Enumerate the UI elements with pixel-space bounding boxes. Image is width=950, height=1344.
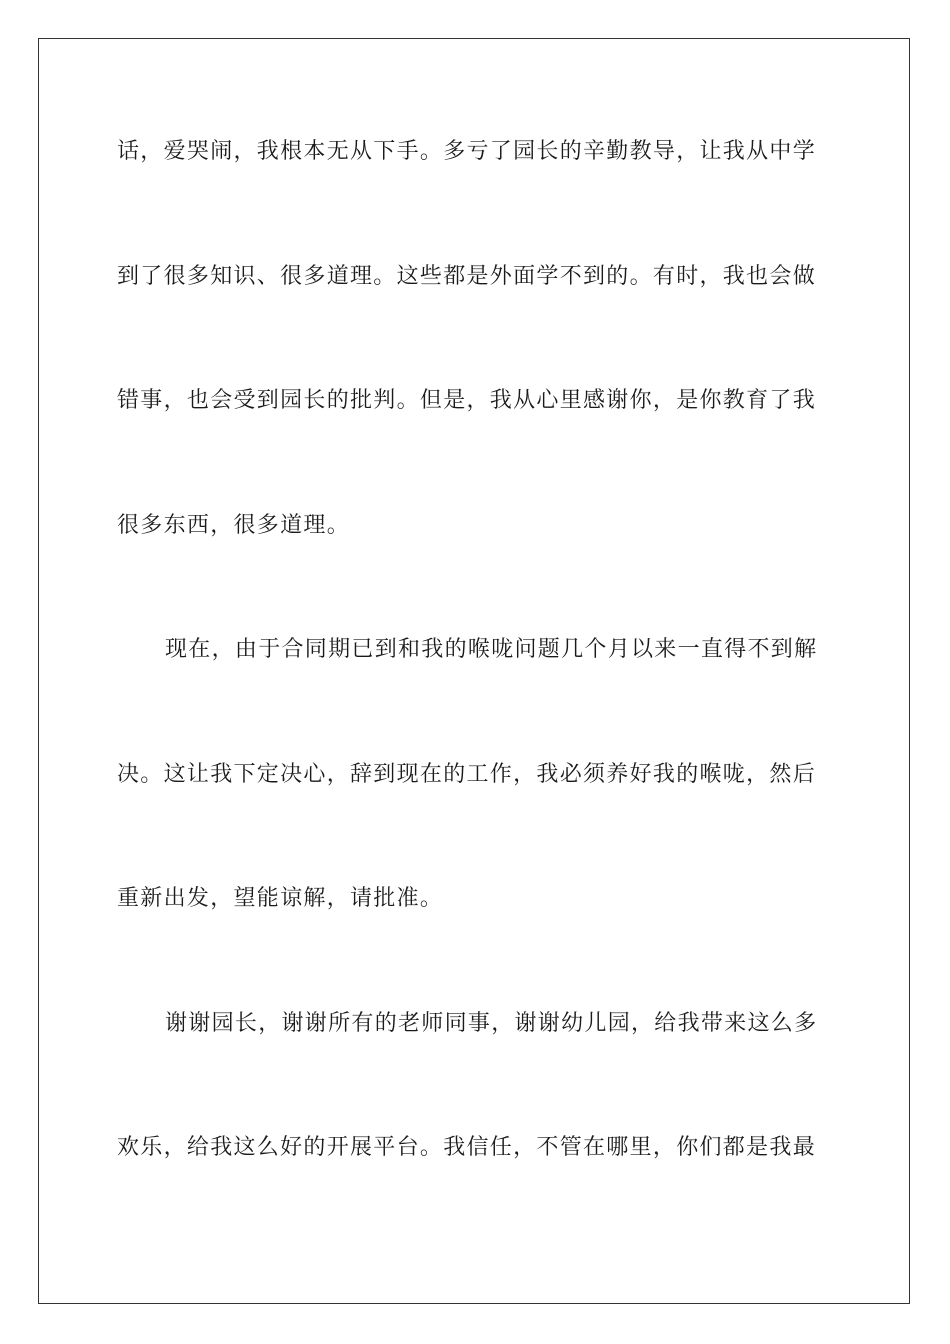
text-line-8: 谢谢园长，谢谢所有的老师同事，谢谢幼儿园，给我带来这么多	[165, 1011, 818, 1036]
text-line-9: 欢乐，给我这么好的开展平台。我信任，不管在哪里，你们都是我最	[117, 1135, 817, 1160]
text-line-7: 重新出发，望能谅解，请批准。	[117, 886, 444, 911]
text-line-2: 到了很多知识、很多道理。这些都是外面学不到的。有时，我也会做	[117, 264, 817, 289]
text-line-5: 现在，由于合同期已到和我的喉咙问题几个月以来一直得不到解	[165, 637, 818, 662]
text-line-3: 错事，也会受到园长的批判。但是，我从心里感谢你，是你教育了我	[117, 388, 817, 413]
text-line-4: 很多东西，很多道理。	[117, 513, 351, 538]
page-frame	[38, 38, 910, 1304]
text-line-6: 决。这让我下定决心，辞到现在的工作，我必须养好我的喉咙，然后	[117, 762, 817, 787]
text-line-1: 话，爱哭闹，我根本无从下手。多亏了园长的辛勤教导，让我从中学	[117, 139, 817, 164]
